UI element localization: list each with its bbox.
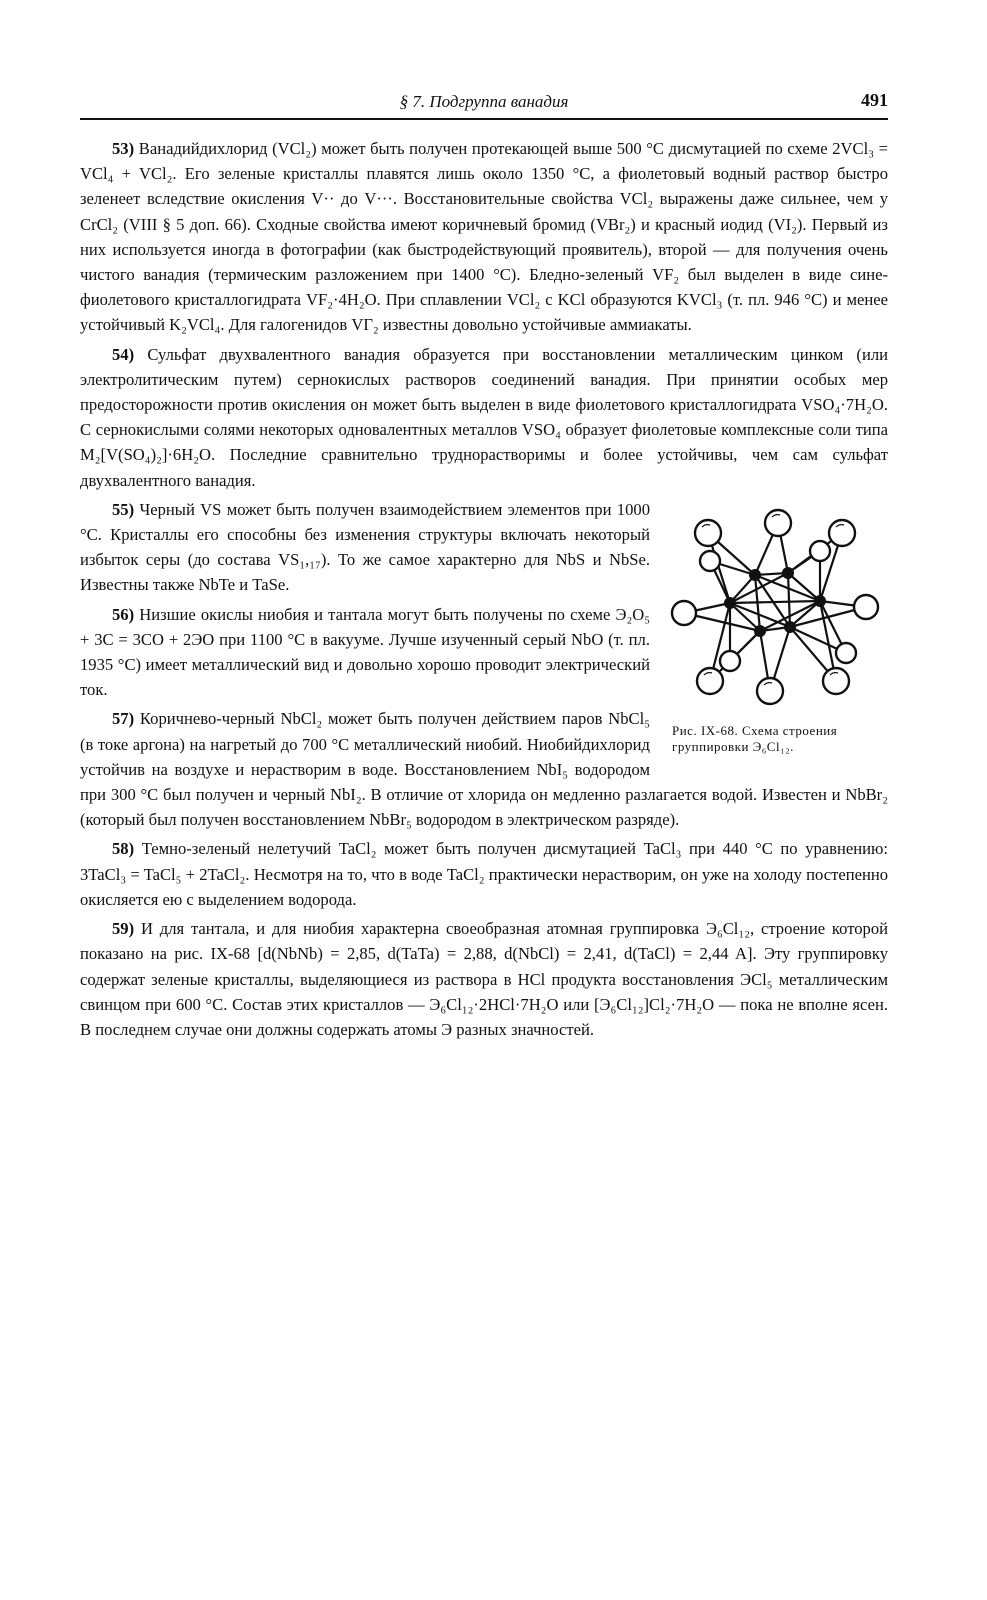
note-text: Низшие окислы ниобия и тантала могут быть получены по схеме Э₂O₅ + 3C = 3CO + 2ЭO при 1100 °С в вакууме. Лучше изученный серый NbO (т. пл. 1935 °С) имеет металлический вид и довольно хорошо проводит электрический ток. xyxy=(80,604,651,700)
metal-atom xyxy=(814,595,826,607)
note-text: Черный VS может быть получен взаимодействием элементов при 1000 °С. Кристаллы его способны без изменения структуры включать некоторый избыток серы (до состава VS₁,₁₇). То же самое характерно для NbS и NbSe. Известны также NbTe и TaSe. xyxy=(80,499,650,595)
chlorine-atom xyxy=(700,551,720,571)
cluster-diagram xyxy=(670,503,882,713)
chlorine-atom xyxy=(854,595,878,619)
note-number: 57) xyxy=(112,709,135,729)
note-text: Темно-зеленый нелетучий TaCl₂ может быть получен дисмутацией TaCl₃ при 440 °С по уравнению: 3TaCl₃ = TaCl₅ + 2TaCl₂. Несмотря на то, что в воде TaCl₂ практически нерастворим, он уже на холоду постепенно окисляется ею с выделением водорода. xyxy=(80,839,888,909)
metal-atom xyxy=(784,621,796,633)
note-number: 55) xyxy=(112,499,135,519)
body-text xyxy=(80,136,888,1042)
figure-ix-68 xyxy=(666,503,888,755)
chlorine-atom xyxy=(757,678,783,704)
note-text: Сульфат двухвалентного ванадия образуется при восстановлении металлическим цинком (или электролитическим путем) сернокислых растворов соединений ванадия. При принятии особых мер предосторожности против окисления он может быть выделен в виде фиолетового кристаллогидрата VSO₄·7H₂O. С сернокислыми солями некоторых одновалентных металлов VSO₄ образует фиолетовые комплексные соли типа M₂[V(SO₄)₂]·6H₂O. Последние сравнительно труднорастворимы и более устойчивы, чем сам сульфат двухвалентного ванадия. xyxy=(80,344,888,490)
metal-atom xyxy=(749,569,761,581)
note-number: 56) xyxy=(112,604,135,624)
running-header xyxy=(80,88,888,120)
note-text: Ванадийдихлорид (VCl₂) может быть получен протекающей выше 500 °С дисмутацией по схеме 2VCl₃ = VCl₄ + VCl₂. Его зеленые кристаллы плавятся лишь около 1350 °С, а фиолетовый водный раствор быстро зеленеет вследствие окисления V·· до V···. Восстановительные свойства VCl₂ выражены даже сильнее, чем у CrCl₂ (VIII § 5 доп. 66). Сходные свойства имеют коричневый бромид (VBr₂) и красный иодид (VI₂). Первый из них используется иногда в фотографии (как быстродействующий проявитель), второй — для получения очень чистого ванадия (термическим разложением при 1400 °С). Бледно-зеленый VF₂ был выделен в виде сине-фиолетового кристаллогидрата VF₂·4H₂O. При сплавлении VCl₂ с KCl образуются KVCl₃ (т. пл. 946 °С) и менее устойчивый K₂VCl₄. Для галогенидов VΓ₂ известны довольно устойчивые аммиакаты. xyxy=(80,139,888,335)
chlorine-atom xyxy=(697,668,723,694)
chlorine-atom xyxy=(823,668,849,694)
note-58 xyxy=(80,836,888,912)
note-number: 58) xyxy=(112,839,135,859)
metal-atom xyxy=(754,625,766,637)
chlorine-atom xyxy=(836,643,856,663)
chlorine-atom xyxy=(672,601,696,625)
note-59 xyxy=(80,916,888,1042)
note-text: Коричнево-черный NbCl₂ может быть получен действием паров NbCl₅ (в токе аргона) на нагретый до 700 °С металлический ниобий. Ниобийдихлорид устойчив на воздухе и нерастворим в воде. Восстановлением NbI₅ водородом при 300 °С был получен и черный NbI₂. В отличие от хлорида он медленно разлагается водой. Известен и NbBr₂ (который был получен восстановлением NbBr₅ водородом в электрическом разряде). xyxy=(80,709,888,830)
note-54 xyxy=(80,342,888,493)
note-number: 59) xyxy=(112,919,135,939)
note-number: 53) xyxy=(112,139,135,158)
page xyxy=(80,88,888,1046)
note-text: И для тантала, и для ниобия характерна своеобразная атомная группировка Э₆Cl₁₂, строение которой показано на рис. IX-68 [d(NbNb) = 2,85, d(TaTa) = 2,88, d(NbCl) = 2,41, d(TaCl) = 2,44 A]. Эту группировку содержат зеленые кристаллы, выделяющиеся из раствора в HCl продукта восстановления ЭCl₅ металлическим свинцом при 600 °С. Состав этих кристаллов — Э₆Cl₁₂·2HCl·7H₂O или [Э₆Cl₁₂]Cl₂·7H₂O — пока не вполне ясен. В последнем случае они должны содержать атомы Э разных значностей. xyxy=(80,919,888,1039)
note-53 xyxy=(80,136,888,338)
chlorine-atom xyxy=(765,510,791,536)
metal-atom xyxy=(724,597,736,609)
metal-atom xyxy=(782,567,794,579)
chlorine-atom xyxy=(695,520,721,546)
chlorine-atom xyxy=(720,651,740,671)
page-number: 491 xyxy=(861,90,888,110)
chlorine-atom xyxy=(829,520,855,546)
note-number: 54) xyxy=(112,344,135,364)
chlorine-atom xyxy=(810,541,830,561)
section-title: § 7. Подгруппа ванадия xyxy=(399,92,569,111)
figure-caption: Рис. IX-68. Схема строения группировки Э₆Cl₁₂. xyxy=(672,722,838,754)
